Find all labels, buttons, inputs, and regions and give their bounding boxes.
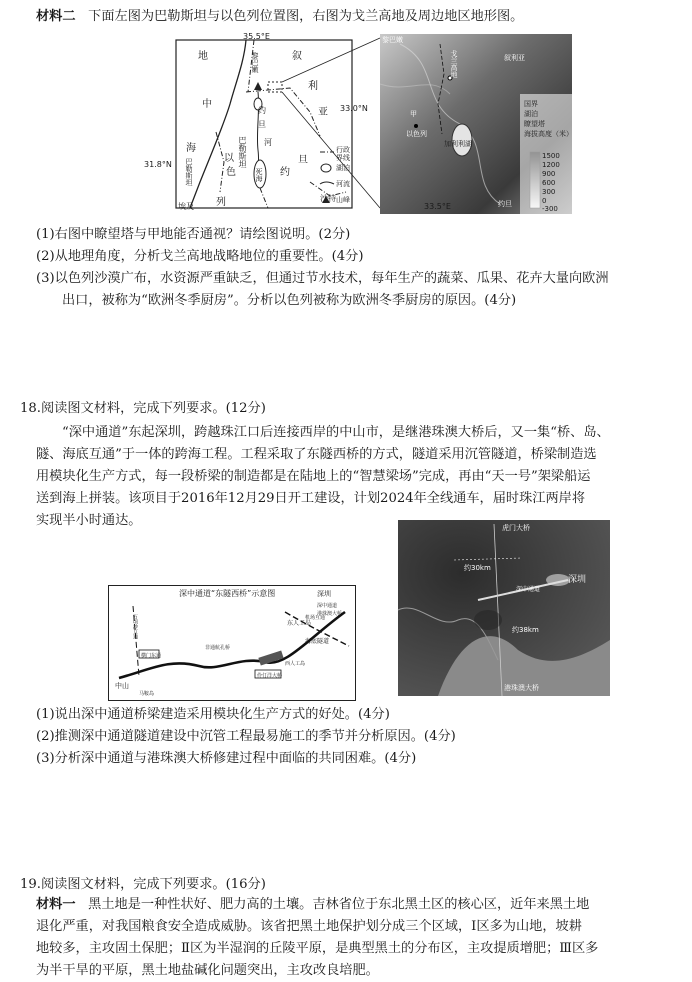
- q19-para: 退化严重，对我国粮食安全造成威胁。该省把黑土地保护划分成三个区域，Ⅰ区多为山地，坡耕: [36, 919, 582, 934]
- q18-question: (1)说出深中通道桥梁建造采用模块化生产方式的好处。(4分): [36, 707, 390, 722]
- q19-para: 黑土地是一种性状好、肥力高的土壤。吉林省位于东北黑土区的核心区，近年来黑土地: [88, 897, 590, 912]
- diagram-label: 机场互通: [305, 615, 326, 621]
- diagram-label: 深圳: [317, 590, 331, 598]
- diagram-label: 东人工岛: [287, 620, 312, 627]
- map-place: 黎巴嫩: [251, 52, 259, 73]
- photo-label: 深中通道: [516, 586, 541, 593]
- map-place: 海: [186, 143, 196, 154]
- terrain-lon-label: 33.5°E: [424, 202, 451, 211]
- map-place: 约: [258, 106, 266, 115]
- material1-label: 材料一: [36, 897, 76, 912]
- legend-river: 河流: [336, 180, 350, 188]
- map-place: 地: [198, 51, 208, 62]
- map-place: 列: [216, 197, 226, 208]
- q18-question: (3)分析深中通道与港珠澳大桥修建过程中面临的共同困难。(4分): [36, 751, 417, 766]
- diagram-label: 海底隧道: [305, 638, 330, 645]
- terrain-place: 戈兰高地: [450, 50, 458, 78]
- legend-tower: 瞭望塔: [524, 120, 545, 128]
- material2-label: 材料二: [36, 9, 76, 24]
- map-place: 利: [308, 81, 318, 92]
- q17-line: 出口，被称为“欧洲冬季厨房”。分析以色列被称为欧洲冬季厨房的原因。(4分): [62, 293, 517, 308]
- map-place: 中: [202, 99, 212, 110]
- legend-boundary: 行政界线: [336, 146, 350, 162]
- diagram-label: 深中通道: [317, 603, 338, 609]
- diagram-label: 万顷沙互通: [132, 614, 138, 639]
- q18-question: (2)推测深中通道隧道建设中沉管工程最易施工的季节并分析原因。(4分): [36, 729, 456, 744]
- q18-title: 18.阅读图文材料，完成下列要求。(12分): [20, 401, 266, 416]
- elev-tick: 900: [542, 170, 556, 178]
- diagram-title: 深中通道“东隧西桥”示意图: [179, 589, 276, 598]
- legend-lake: 湖泊: [524, 110, 538, 118]
- q19-title: 19.阅读图文材料，完成下列要求。(16分): [20, 877, 266, 892]
- material2-text: 下面左图为巴勒斯坦与以色列位置图，右图为戈兰高地及周边地区地形图。: [88, 9, 524, 24]
- terrain-place: 叙利亚: [504, 54, 525, 62]
- diagram-label: 伶仃洋大桥: [257, 673, 283, 679]
- map-lat-label: 31.8°N: [144, 160, 172, 169]
- terrain-place: 黎巴嫩: [382, 36, 403, 44]
- map-place: 死海: [255, 168, 263, 182]
- photo-label: 约38km: [512, 626, 539, 634]
- map-place: 沙特: [320, 194, 336, 203]
- q17-line: (1)右图中瞭望塔与甲地能否通视？请绘图说明。(2分): [36, 227, 351, 242]
- q19-para-first: [36, 894, 678, 916]
- elev-tick: -300: [542, 205, 558, 213]
- elev-tick: 600: [542, 179, 556, 187]
- q18-para: 用模块化生产方式，每一段桥梁的制造都是在陆地上的“智慧梁场”完成，再由“天一号”架梁船运: [36, 469, 591, 484]
- legend-peak: 山峰: [336, 196, 350, 204]
- map-place: 亚: [318, 107, 328, 118]
- map-place: 巴勒斯坦: [238, 136, 247, 168]
- map-place: 埃及: [178, 202, 194, 211]
- map-place: 河: [264, 138, 272, 147]
- q19-para: 为半干旱的平原，黑土地盐碱化问题突出，主攻改良培肥。: [36, 963, 379, 978]
- terrain-place: 以色列: [406, 130, 427, 138]
- q18-para: 隧、海底互通”于一体的跨海工程。工程采取了东隧西桥的方式，隧道采用沉管隧道，桥梁制造选: [36, 447, 597, 462]
- satellite-photo-drawing: [398, 520, 610, 696]
- map-place: 旦: [258, 120, 266, 129]
- map-lon-label: 35.5°E: [243, 32, 270, 41]
- terrain-lat-label: 33.0°N: [340, 104, 368, 113]
- map-place: 以: [224, 153, 234, 164]
- q18-para: 送到海上拼装。该项目于2016年12月29日开工建设，计划2024年全线通车，届时珠江两岸将: [36, 491, 586, 506]
- legend-lake: 湖泊: [336, 164, 350, 172]
- terrain-place: 约旦: [498, 200, 512, 208]
- photo-label: 深圳: [568, 575, 587, 585]
- palestine-israel-map: [144, 32, 380, 216]
- map-place: 巴勒斯坦: [185, 158, 193, 186]
- golan-terrain-map: [380, 34, 572, 214]
- diagram-label: 横门东通: [141, 653, 162, 659]
- material2-line: [36, 6, 678, 28]
- q17-line: (3)以色列沙漠广布，水资源严重缺乏，但通过节水技术，每年生产的蔬菜、瓜果、花卉大量向欧洲: [36, 271, 609, 286]
- legend-elevation: 海拔高度（米）: [524, 130, 573, 138]
- map-place: 叙: [292, 51, 302, 62]
- elev-tick: 0: [542, 197, 547, 205]
- elev-tick: 1200: [542, 161, 560, 169]
- satellite-photo: [398, 520, 610, 696]
- diagram-label: 港珠澳大桥: [317, 611, 343, 617]
- q19-para: 地较多，主攻固土保肥；Ⅱ区为半湿润的丘陵平原，是典型黑土的分布区，主攻提质增肥；Ⅲ区多: [36, 941, 599, 956]
- q18-para: 实现半小时通达。: [36, 513, 142, 528]
- diagram-label: 中山: [115, 682, 129, 690]
- elev-tick: 300: [542, 188, 556, 196]
- legend-border: 国界: [524, 100, 538, 108]
- q17-line: (2)从地理角度，分析戈兰高地战略地位的重要性。(4分): [36, 249, 364, 264]
- diagram-label: 西人工岛: [285, 661, 306, 667]
- terrain-place: 加利利湖: [444, 140, 472, 148]
- map-place: 约: [280, 167, 290, 178]
- photo-label: 虎门大桥: [502, 524, 530, 532]
- photo-label: 约30km: [464, 564, 491, 572]
- q18-para: “深中通道”东起深圳，跨越珠江口后连接西岸的中山市，是继港珠澳大桥后，又一集“桥、岛、: [62, 425, 610, 440]
- diagram-label: 非通航孔桥: [205, 645, 231, 651]
- elev-tick: 1500: [542, 152, 560, 160]
- diagram-label: 马鞍岛: [139, 691, 155, 697]
- map-place: 色: [226, 167, 236, 178]
- map-place: 旦: [298, 155, 308, 166]
- tunnel-bridge-diagram: [108, 585, 356, 701]
- terrain-place: 甲: [410, 110, 417, 118]
- photo-label: 港珠澳大桥: [504, 684, 539, 692]
